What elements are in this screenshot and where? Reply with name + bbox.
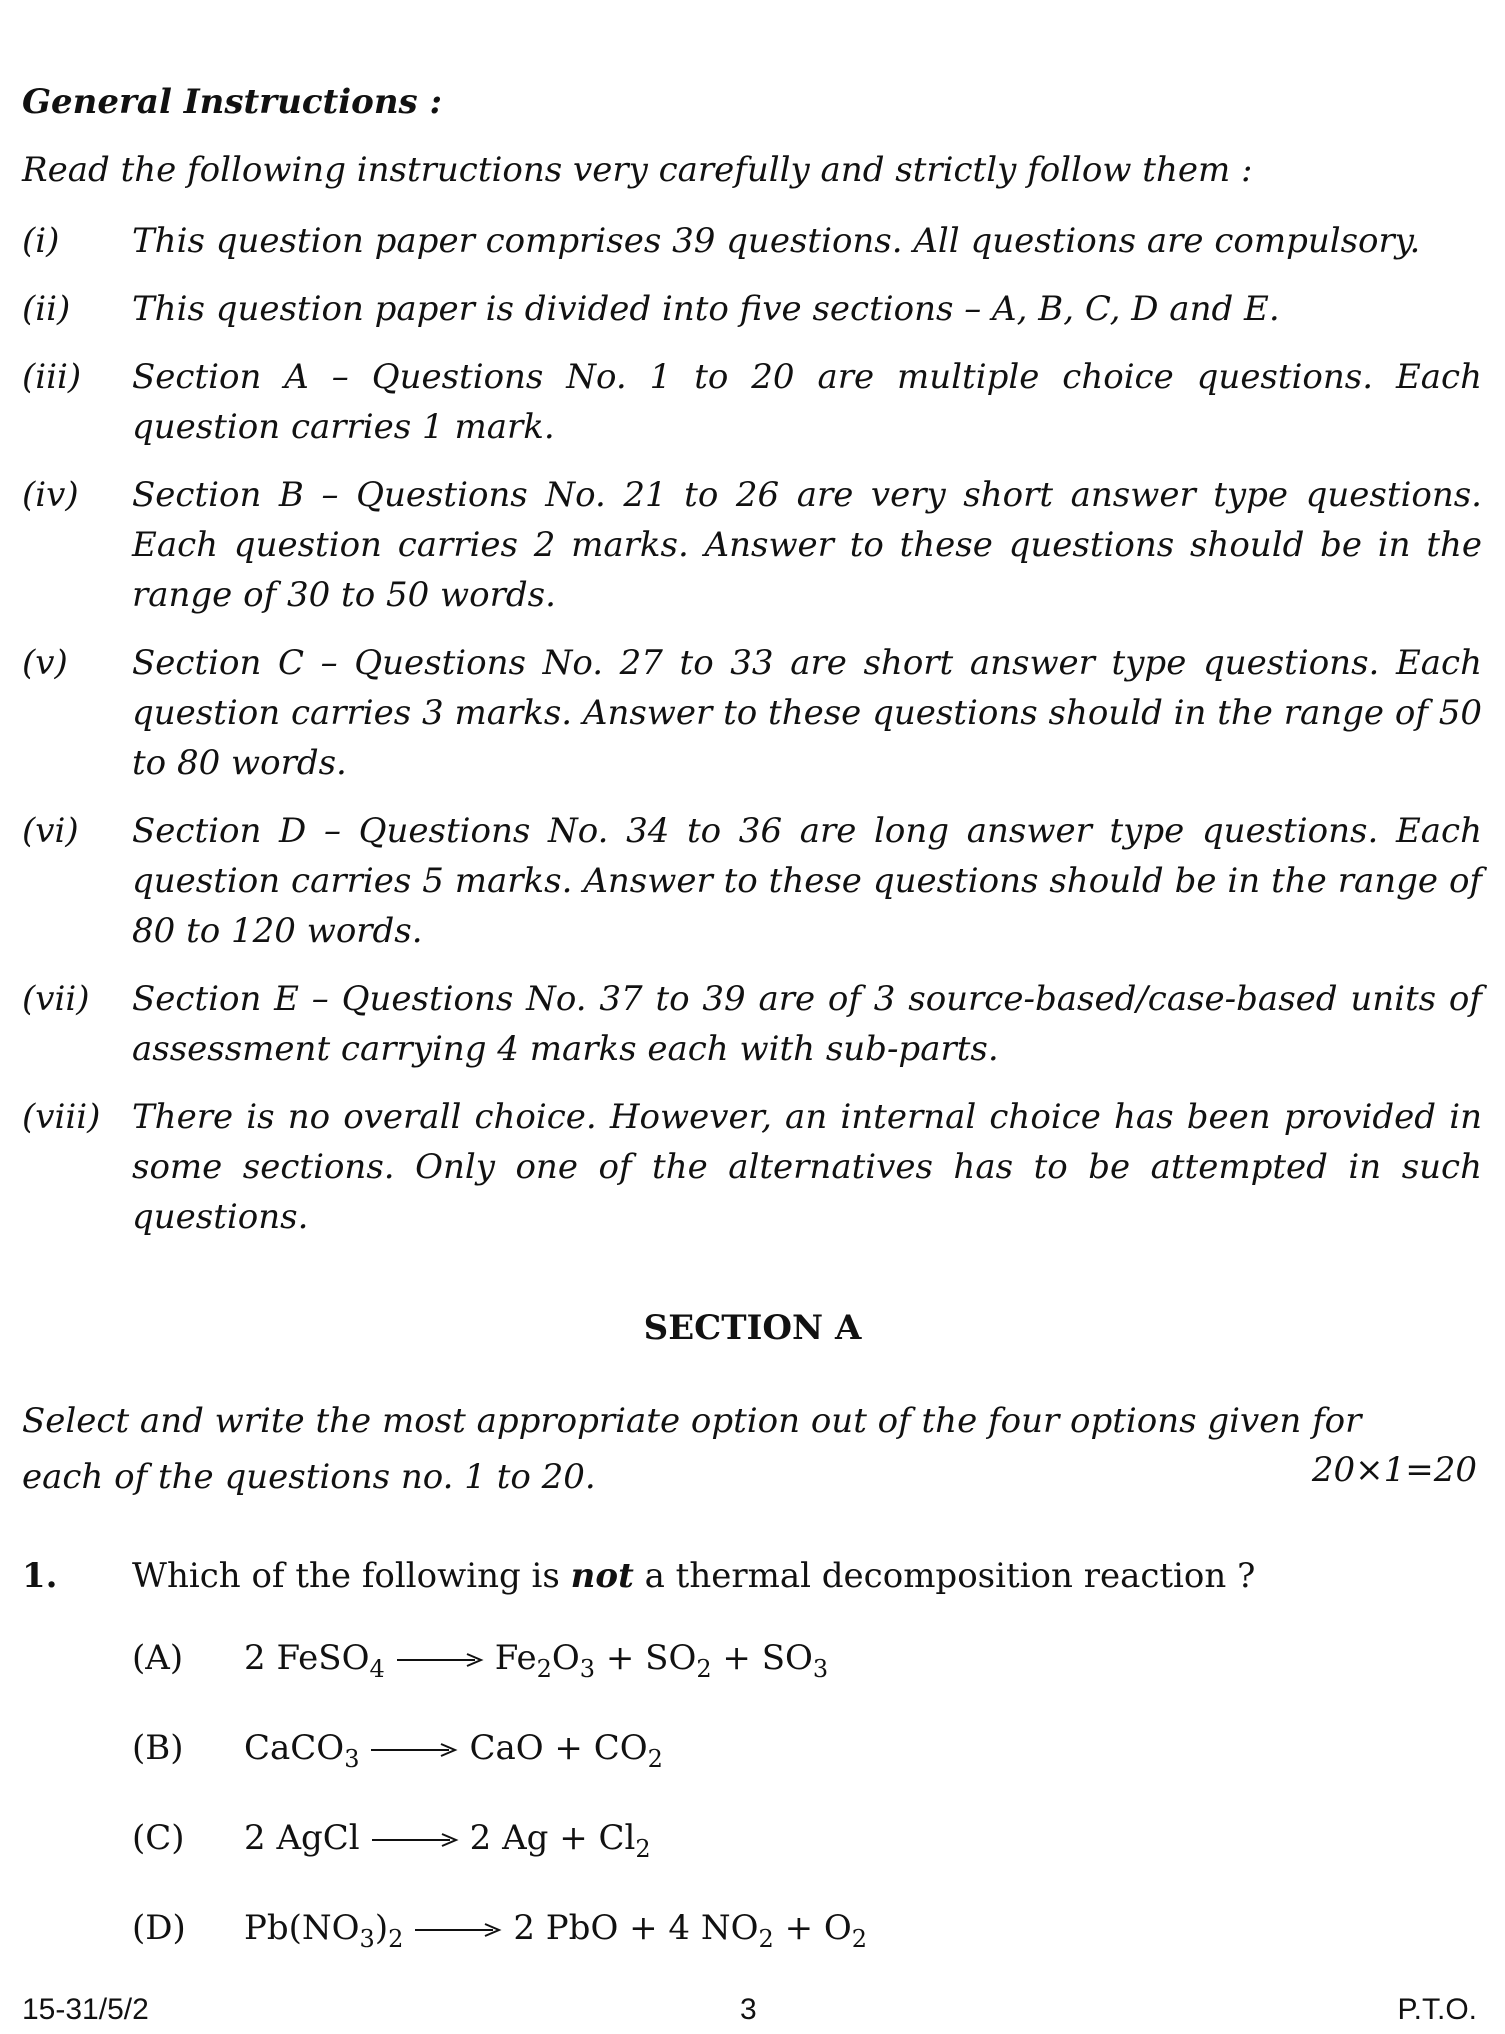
instruction-number: (iv) (22, 475, 79, 515)
instruction-number: (vii) (22, 979, 90, 1019)
option-d: (D) $Pb(NO_3)_2$ 2 PbO + 4 $NO_2 + O_2$ (132, 1908, 868, 1953)
instruction-number: (i) (22, 221, 60, 261)
question-emphasis: not (570, 1556, 634, 1596)
instruction-number: (v) (22, 643, 68, 683)
option-label: (C) (132, 1818, 185, 1858)
pto-label: P.T.O. (1397, 1993, 1477, 2026)
instruction-item (22, 806, 1482, 956)
instruction-text: This question paper is divided into five sections – A, B, C, D and E. (132, 289, 1280, 329)
instruction-text: Section B – Questions No. 21 to 26 are very short answer type questions. Each question carries 2 marks. Answer to these questions should be in the range of 30 to 50 words. (132, 475, 1482, 615)
section-marks: 20×1=20 (1311, 1450, 1477, 1490)
instruction-number: (viii) (22, 1097, 101, 1137)
instruction-number: (iii) (22, 357, 82, 397)
question-text-part: Which of the following is (132, 1556, 571, 1596)
paper-code: 15-31/5/2 (22, 1993, 149, 2026)
page-number: 3 (740, 1993, 757, 2026)
instruction-item (22, 638, 1482, 788)
instruction-item (22, 352, 1482, 452)
section-instruction-line1: Select and write the most appropriate option out of the four options given for (22, 1401, 1362, 1441)
instructions-subtitle: Read the following instructions very carefully and strictly follow them : (22, 150, 1253, 190)
reaction-arrow-icon (395, 1652, 485, 1668)
option-c: (C) 2 AgCl 2 $Ag + Cl_2$ (132, 1818, 651, 1863)
instruction-item (22, 1092, 1482, 1242)
option-label: (A) (132, 1638, 184, 1678)
option-label: (D) (132, 1908, 186, 1948)
instruction-text: This question paper comprises 39 questions. All questions are compulsory. (132, 221, 1421, 261)
instruction-number: (vi) (22, 811, 79, 851)
reaction-arrow-icon (413, 1922, 503, 1938)
instruction-number: (ii) (22, 289, 71, 329)
reaction-arrow-icon (369, 1742, 459, 1758)
instructions-title: General Instructions : (22, 82, 443, 122)
question-text-part: a thermal decomposition reaction ? (633, 1556, 1256, 1596)
instruction-text: Section A – Questions No. 1 to 20 are multiple choice questions. Each question carries 1 mark. (132, 357, 1482, 447)
instruction-item (22, 216, 1482, 266)
instruction-item (22, 974, 1482, 1074)
question-number: 1. (22, 1556, 58, 1596)
instruction-text: There is no overall choice. However, an internal choice has been provided in some sections. Only one of the alternatives has to be attempted in such questions. (132, 1097, 1482, 1237)
option-b: (B) CaCO$_3$ CaO + $CO_2$ (132, 1728, 663, 1773)
option-label: (B) (132, 1728, 184, 1768)
instruction-text: Section C – Questions No. 27 to 33 are short answer type questions. Each question carries 3 marks. Answer to these questions should in the range of 50 to 80 words. (132, 643, 1482, 783)
instruction-text: Section D – Questions No. 34 to 36 are long answer type questions. Each question carries 5 marks. Answer to these questions should be in the range of 80 to 120 words. (132, 811, 1482, 951)
instruction-item (22, 284, 1482, 334)
section-heading: SECTION A (643, 1308, 862, 1348)
option-a: (A) 2 FeSO$_4$ $Fe_2O_3 + SO_2 + SO_3$ (132, 1638, 829, 1683)
instruction-item (22, 470, 1482, 620)
question-text (132, 1556, 1255, 1596)
instruction-text: Section E – Questions No. 37 to 39 are of 3 source-based/case-based units of assessment carrying 4 marks each with sub-parts. (132, 979, 1482, 1069)
section-instruction-line2: each of the questions no. 1 to 20. (22, 1457, 596, 1497)
reaction-arrow-icon (370, 1832, 460, 1848)
